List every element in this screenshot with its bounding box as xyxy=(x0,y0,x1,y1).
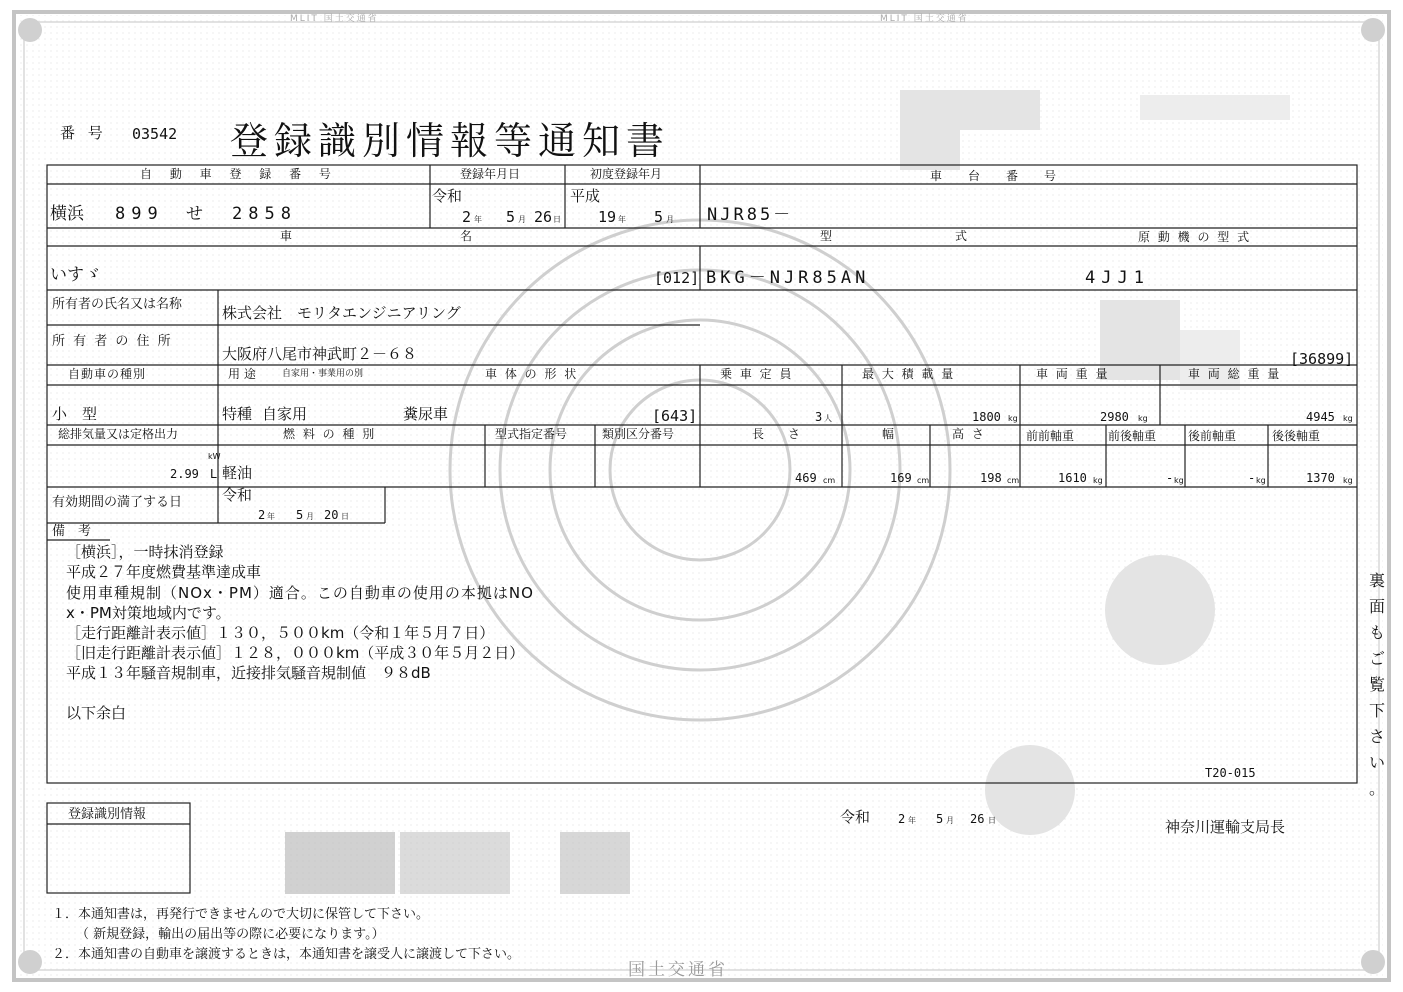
ministry-watermark: 国土交通省 xyxy=(628,960,728,980)
issue-month: 5 xyxy=(936,812,944,826)
unit-day: 日 xyxy=(988,816,996,825)
remarks-line: ［旧走行距離計表示値］１２８，０００km（平成３０年５月２日） xyxy=(66,644,525,662)
unit-month: 月 xyxy=(306,512,314,521)
front-front-axle-value: 1610 xyxy=(1058,471,1087,485)
gross-weight-label: 車 両 総 重 量 xyxy=(1188,367,1282,381)
unit-year: 年 xyxy=(474,215,482,224)
cm-unit: cm xyxy=(823,476,836,485)
engine-model-value: 4JJ1 xyxy=(1085,268,1150,288)
width-label: 幅 xyxy=(882,427,895,441)
kg-unit: kg xyxy=(1343,414,1353,423)
category-number-label: 類別区分番号 xyxy=(602,427,675,441)
unit-year: 年 xyxy=(618,215,626,224)
document-number-label: 番 号 xyxy=(60,124,107,142)
kg-unit: kg xyxy=(1093,476,1103,485)
unit-year: 年 xyxy=(267,512,275,521)
plate-kana: せ xyxy=(186,204,203,224)
border-strip-text: MLIT 国土交通省 xyxy=(880,14,969,24)
kg-unit: kg xyxy=(1008,414,1018,423)
capacity-value: 3 xyxy=(815,410,823,424)
plate-number: 2858 xyxy=(232,204,297,224)
liter-unit: L xyxy=(210,467,217,481)
capacity-unit: 人 xyxy=(824,414,832,423)
chassis-number-value: NJR85－ xyxy=(707,205,794,225)
reg-number-label: 自 動 車 登 録 番 号 xyxy=(140,167,338,181)
front-rear-axle-label: 前後軸重 xyxy=(1108,429,1157,443)
length-label: 長 さ xyxy=(752,427,807,441)
body-shape-label: 車 体 の 形 状 xyxy=(485,367,579,381)
kg-unit: kg xyxy=(1174,476,1184,485)
reg-day: 26 xyxy=(534,208,553,226)
vehicle-weight-value: 2980 xyxy=(1100,410,1129,424)
chassis-number-label: 車 台 番 号 xyxy=(930,169,1064,183)
reg-year: 2 xyxy=(462,208,472,226)
side-note-char: 面 xyxy=(1368,597,1385,616)
length-value: 469 xyxy=(795,471,817,485)
footer-note: （ 新規登録，輸出の届出等の際に必要になります。） xyxy=(76,927,385,942)
body-shape-code: [643] xyxy=(652,407,698,425)
capacity-label: 乗 車 定 員 xyxy=(720,367,794,381)
vehicle-type-label: 自動車の種別 xyxy=(68,367,147,381)
vehicle-weight-label: 車 両 重 量 xyxy=(1036,367,1110,381)
rear-front-axle-label: 後前軸重 xyxy=(1188,429,1237,443)
engine-model-label: 原 動 機 の 型 式 xyxy=(1138,230,1252,244)
type-approval-label: 型式指定番号 xyxy=(495,427,568,441)
side-note-char: ご xyxy=(1368,649,1385,668)
model-label-1: 型 xyxy=(820,229,833,243)
issue-day: 26 xyxy=(970,812,985,826)
model-value: BKG－NJR85AN xyxy=(706,268,870,288)
reg-era: 令和 xyxy=(432,187,463,205)
cm-unit: cm xyxy=(1007,476,1020,485)
vehicle-type-value: 小 型 xyxy=(52,405,98,423)
reg-month: 5 xyxy=(506,208,516,226)
height-label: 高 さ xyxy=(952,427,986,441)
remarks-line: 使用車種規制（NOx・PM）適合。この自動車の使用の本拠はNO xyxy=(66,584,534,602)
registration-info-label: 登録識別情報 xyxy=(68,807,147,822)
cm-unit: cm xyxy=(917,476,930,485)
use-label: 用 途 xyxy=(228,367,256,381)
validity-month: 5 xyxy=(296,508,304,522)
footer-note: １．本通知書は，再発行できませんので大切に保管して下さい。 xyxy=(52,907,430,922)
remarks-label: 備 考 xyxy=(52,524,92,539)
side-note-char: い xyxy=(1368,753,1385,772)
model-label-2: 式 xyxy=(955,229,968,243)
side-note-char: 下 xyxy=(1368,701,1385,720)
owner-address-label: 所 有 者 の 住 所 xyxy=(52,334,173,349)
displacement-value: 2.99 xyxy=(170,467,199,481)
kg-unit: kg xyxy=(1343,476,1353,485)
plate-city: 横浜 xyxy=(50,204,84,224)
kg-unit: kg xyxy=(1138,414,1148,423)
issuing-authority: 神奈川運輸支局長 xyxy=(1165,818,1286,836)
rear-rear-axle-value: 1370 xyxy=(1306,471,1335,485)
kw-unit: kW xyxy=(208,452,221,461)
side-note-char: さ xyxy=(1368,727,1385,746)
document-title: 登録識別情報等通知書 xyxy=(230,119,671,163)
fuel-type-label: 燃 料 の 種 別 xyxy=(283,427,377,441)
validity-era: 令和 xyxy=(222,486,253,504)
validity-year: 2 xyxy=(258,508,266,522)
rear-front-axle-value: - xyxy=(1248,471,1256,485)
unit-day: 日 xyxy=(341,512,349,521)
fuel-type-value: 軽油 xyxy=(222,464,253,482)
side-note-vertical xyxy=(1366,568,1388,802)
unit-day: 日 xyxy=(553,215,561,224)
owner-address-value: 大阪府八尾市神武町２－６８ xyxy=(222,345,418,363)
remarks-line: ［走行距離計表示値］１３０，５００km（令和１年５月７日） xyxy=(66,624,495,642)
kg-unit: kg xyxy=(1256,476,1266,485)
width-value: 169 xyxy=(890,471,912,485)
side-note-char: 覧 xyxy=(1368,675,1385,694)
owner-name-label: 所有者の氏名又は名称 xyxy=(52,297,183,312)
remarks-line: 平成２７年度燃費基準達成車 xyxy=(66,563,262,581)
side-note-char: 。 xyxy=(1368,779,1385,798)
model-code: [012] xyxy=(654,269,700,287)
displacement-label: 総排気量又は定格出力 xyxy=(58,427,179,441)
vehicle-name-label-1: 車 xyxy=(280,229,293,243)
use-value: 特種 xyxy=(222,405,253,423)
owner-address-code: [36899] xyxy=(1290,350,1354,368)
private-use-value: 自家用 xyxy=(262,405,308,423)
vehicle-name-label-2: 名 xyxy=(460,229,473,243)
gross-weight-value: 4945 xyxy=(1306,410,1335,424)
rear-rear-axle-label: 後後軸重 xyxy=(1272,429,1321,443)
remarks-line: ［横浜］，一時抹消登録 xyxy=(66,543,224,561)
height-value: 198 xyxy=(980,471,1002,485)
form-code: T20-015 xyxy=(1205,766,1256,780)
validity-day: 20 xyxy=(324,508,339,522)
first-reg-month: 5 xyxy=(654,208,664,226)
validity-label: 有効期間の満了する日 xyxy=(52,495,183,510)
first-reg-label: 初度登録年月 xyxy=(590,167,663,181)
first-reg-year: 19 xyxy=(598,208,617,226)
unit-month: 月 xyxy=(518,215,526,224)
footer-note: ２．本通知書の自動車を譲渡するときは，本通知書を譲受人に譲渡して下さい。 xyxy=(52,947,521,962)
vehicle-maker: いすゞ xyxy=(50,265,101,285)
issue-era: 令和 xyxy=(840,808,871,826)
issue-year: 2 xyxy=(898,812,906,826)
side-note-char: 裏 xyxy=(1368,571,1385,590)
remarks-line: 以下余白 xyxy=(66,704,127,722)
document-number-value: 03542 xyxy=(132,125,178,143)
unit-month: 月 xyxy=(666,215,674,224)
max-load-value: 1800 xyxy=(972,410,1001,424)
body-shape-value: 糞尿車 xyxy=(403,405,449,423)
front-rear-axle-value: - xyxy=(1166,471,1174,485)
owner-name-value: 株式会社 モリタエンジニアリング xyxy=(222,304,461,322)
border-strip-text: MLIT 国土交通省 xyxy=(290,14,379,24)
reg-date-label: 登録年月日 xyxy=(460,167,521,181)
unit-month: 月 xyxy=(946,816,954,825)
use-sub-label: 自家用・事業用の別 xyxy=(282,369,364,379)
side-note-char: も xyxy=(1368,623,1385,642)
plate-class: 899 xyxy=(115,204,164,224)
remarks-line: x・PM対策地域内です。 xyxy=(66,604,231,622)
first-reg-era: 平成 xyxy=(570,187,601,205)
unit-year: 年 xyxy=(908,816,916,825)
front-front-axle-label: 前前軸重 xyxy=(1026,429,1075,443)
remarks-line: 平成１３年騒音規制車，近接排気騒音規制値 ９８dB xyxy=(66,664,431,682)
max-load-label: 最 大 積 載 量 xyxy=(862,367,956,381)
